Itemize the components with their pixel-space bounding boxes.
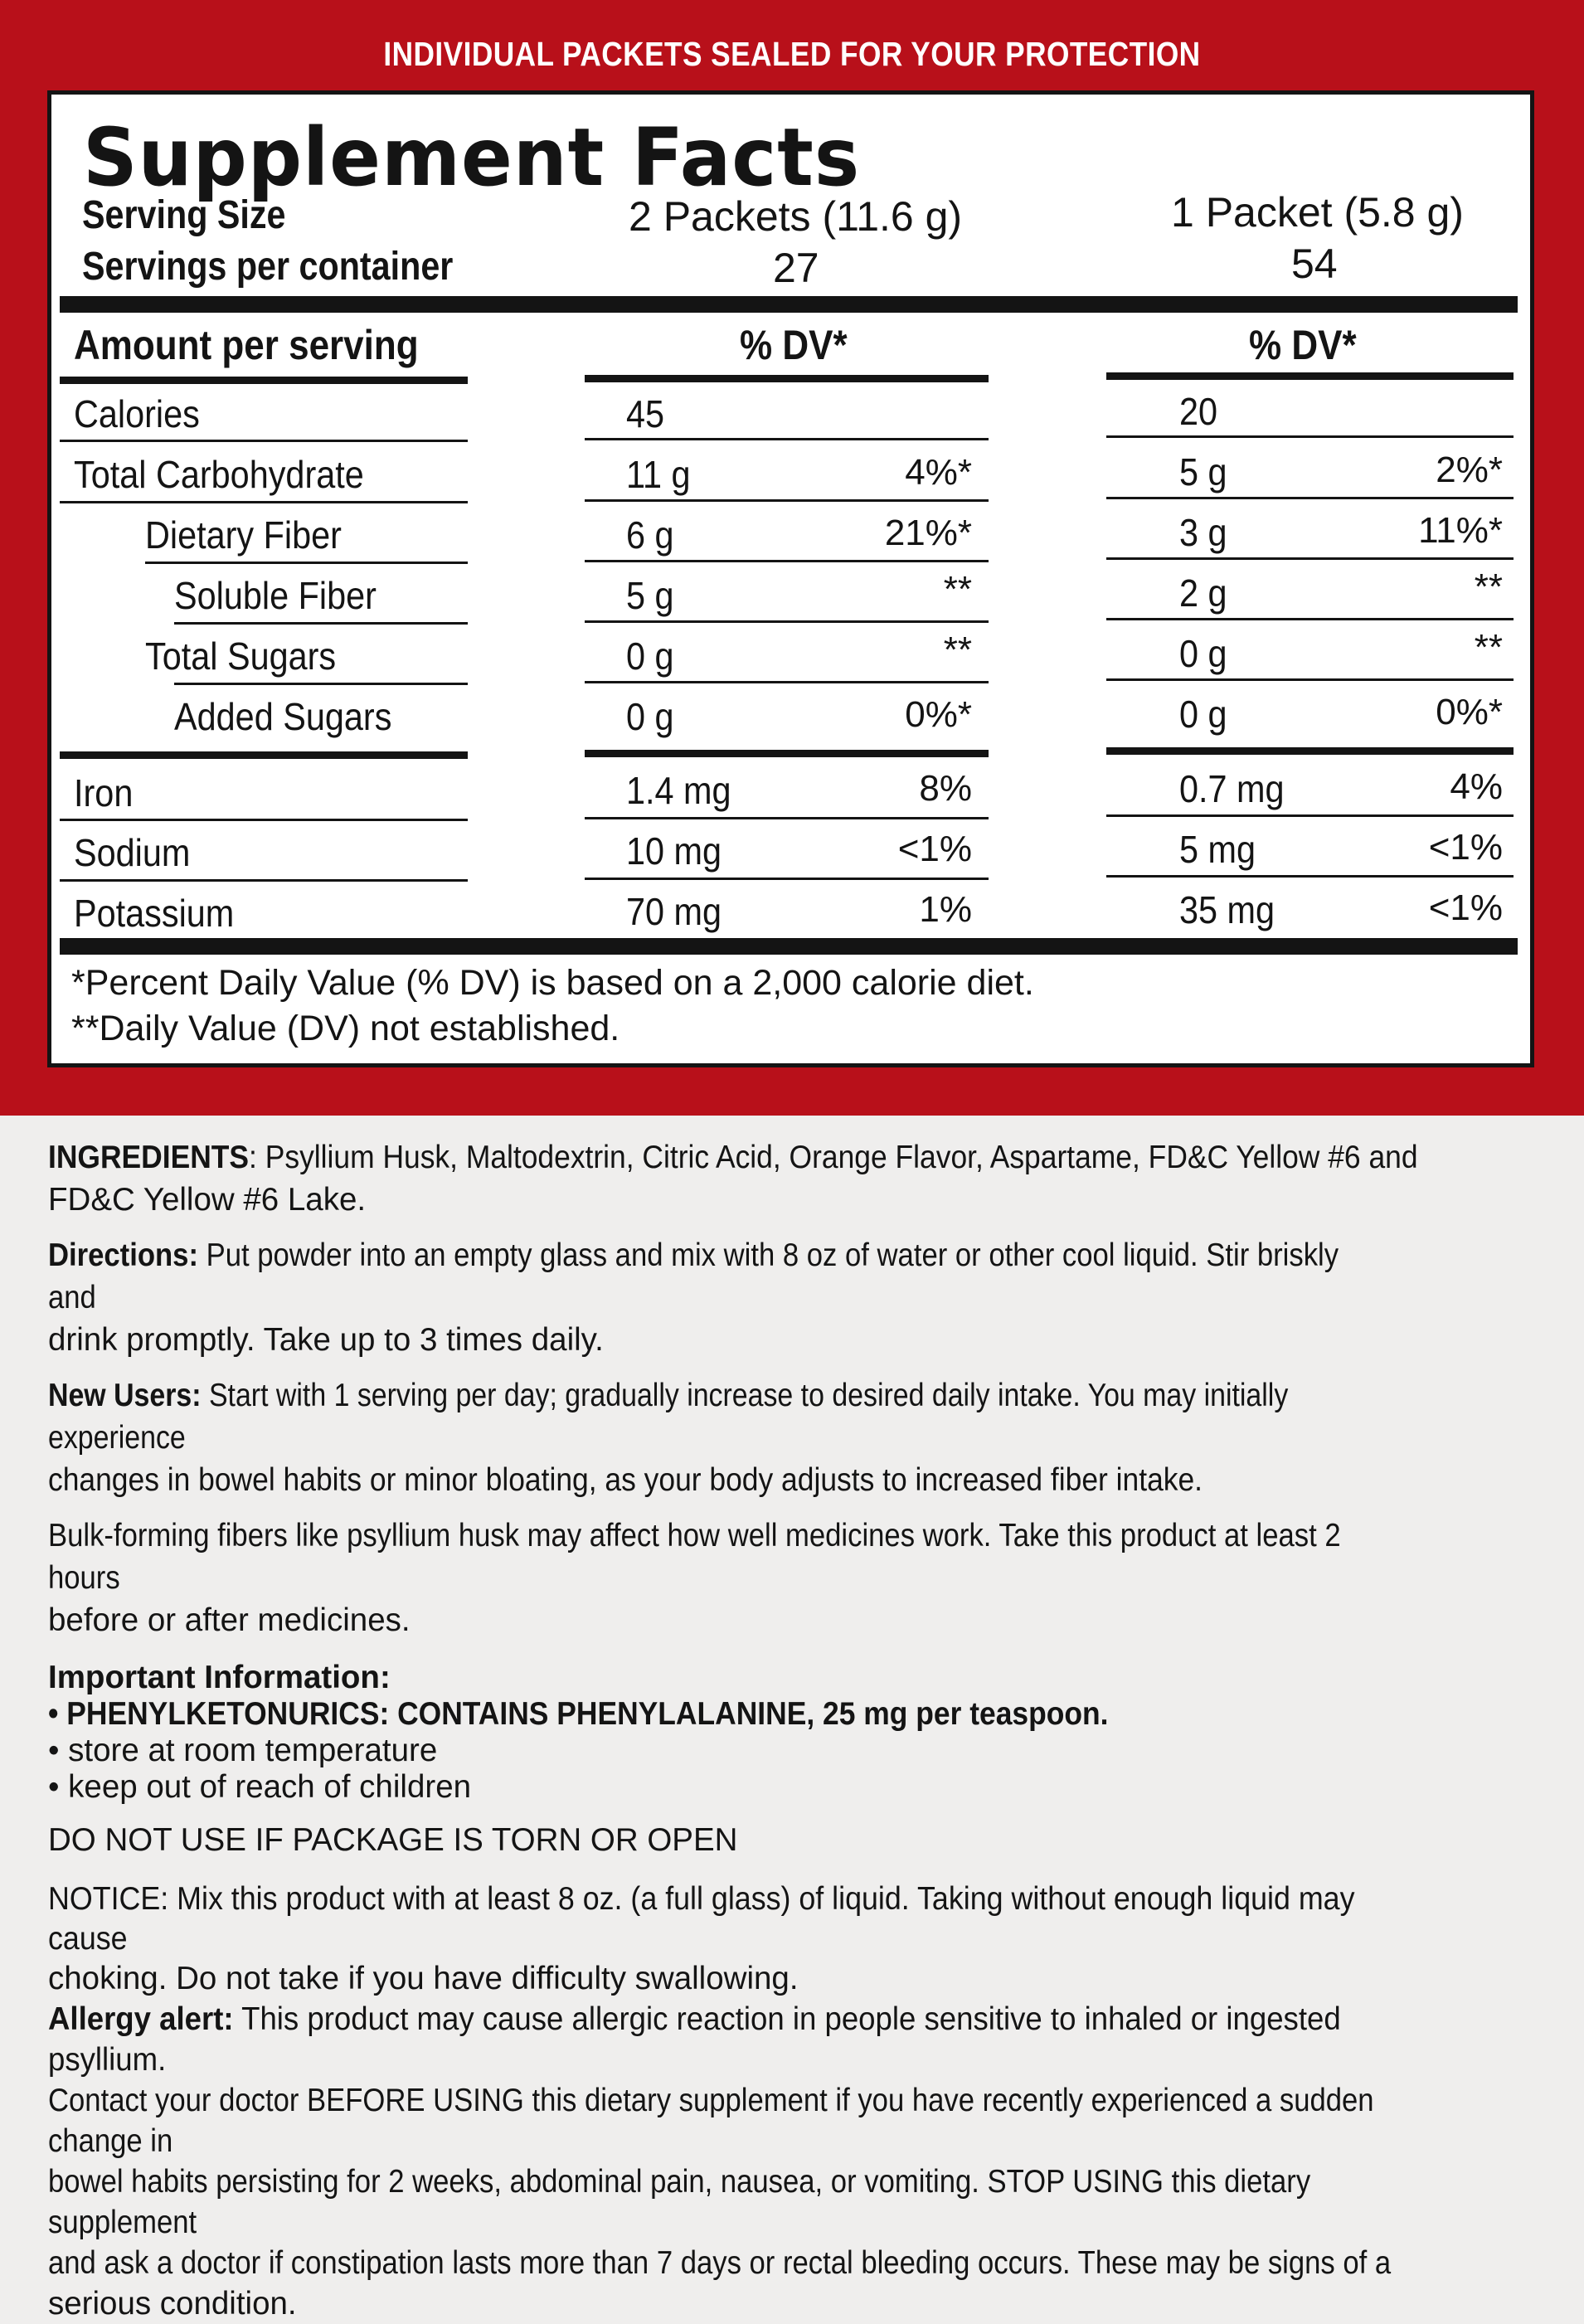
allergy-alert-text-4: and ask a doctor if constipation lasts more than 7 days or rectal bleeding occurs. These may be signs of a [48, 2245, 1392, 2281]
dv-b: <1% [1428, 827, 1503, 868]
amount-a: 11 g [626, 453, 691, 496]
serving-size-label: Serving Size [82, 193, 286, 237]
protection-banner: INDIVIDUAL PACKETS SEALED FOR YOUR PROTECTION [383, 35, 1201, 73]
amount-b: 0 g [1179, 693, 1227, 736]
row-divider [174, 622, 468, 625]
row-divider [585, 560, 989, 562]
thick-divider [60, 938, 1518, 955]
dv-a: ** [943, 569, 972, 610]
dv-b: 11%* [1418, 510, 1503, 551]
amount-b: 0 g [1179, 632, 1227, 675]
nutrient-name: Calories [74, 392, 200, 435]
amount-b: 3 g [1179, 511, 1227, 554]
amount-b: 20 [1179, 390, 1218, 433]
directions-text: Put powder into an empty glass and mix with 8 oz of water or other cool liquid. Stir briskly and [48, 1237, 1339, 1315]
directions-section [48, 1234, 1541, 1361]
amount-a: 0 g [626, 634, 674, 678]
bulk-fiber-section [48, 1514, 1541, 1641]
allergy-alert-section [48, 1999, 1541, 2324]
nutrient-name: Added Sugars [174, 695, 392, 738]
ingredients-text: : Psyllium Husk, Maltodextrin, Citric Acid, Orange Flavor, Aspartame, FD&C Yellow #6 and [249, 1140, 1418, 1175]
bulk-fiber-text: Bulk-forming fibers like psyllium husk may affect how well medicines work. Take this product at least 2 hours [48, 1518, 1341, 1596]
nutrient-name: Total Carbohydrate [74, 453, 364, 496]
row-divider [1106, 814, 1514, 817]
amount-a: 70 mg [626, 890, 722, 933]
nutrient-name: Iron [74, 771, 134, 814]
new-users-text: Start with 1 serving per day; gradually increase to desired daily intake. You may initially experience [48, 1378, 1289, 1456]
dv-b: 2%* [1436, 450, 1503, 490]
dv-header-b: % DV* [1249, 322, 1357, 368]
bulk-fiber-text-2: before or after medicines. [48, 1602, 411, 1638]
allergy-alert-text: This product may cause allergic reaction in people sensitive to inhaled or ingested psyllium. [48, 2001, 1341, 2078]
nutrient-name: Soluble Fiber [174, 574, 377, 617]
allergy-alert-text-2: Contact your doctor BEFORE USING this dietary supplement if you have recently experienced a sudden change in [48, 2083, 1374, 2159]
directions-text-2: drink promptly. Take up to 3 times daily. [48, 1322, 604, 1358]
row-divider [585, 499, 989, 502]
dv-b: ** [1474, 627, 1503, 668]
section-rule-b [1106, 372, 1514, 380]
dv-a: ** [943, 630, 972, 670]
row-divider [1106, 557, 1514, 560]
notice-text: NOTICE: Mix this product with at least 8 oz. (a full glass) of liquid. Taking without enough liquid may cause [48, 1881, 1355, 1957]
dv-b: <1% [1428, 887, 1503, 928]
amount-a: 6 g [626, 513, 674, 557]
row-divider [145, 562, 468, 564]
row-divider [60, 819, 468, 821]
thick-divider [60, 296, 1518, 313]
amount-b: 5 g [1179, 450, 1227, 493]
footnote-daily-value: *Percent Daily Value (% DV) is based on a 2,000 calorie diet. [71, 963, 1034, 1003]
amount-b: 2 g [1179, 571, 1227, 615]
footnote-not-established: **Daily Value (DV) not established. [71, 1009, 620, 1048]
serving-size-b: 1 Packet (5.8 g) [1171, 189, 1464, 236]
dv-b: ** [1474, 566, 1503, 607]
row-divider [585, 878, 989, 880]
new-users-text-2: changes in bowel habits or minor bloating, as your body adjusts to increased fiber intake. [48, 1462, 1203, 1498]
facts-title: Supplement Facts [83, 111, 861, 204]
row-divider [1106, 678, 1514, 681]
section-rule-b [1106, 747, 1514, 755]
do-not-use-warning: DO NOT USE IF PACKAGE IS TORN OR OPEN [48, 1822, 738, 1858]
new-users-section [48, 1374, 1541, 1501]
section-rule-name [60, 377, 468, 384]
amount-a: 10 mg [626, 829, 722, 873]
serving-size-a: 2 Packets (11.6 g) [629, 193, 963, 240]
dv-a: <1% [897, 829, 972, 869]
notice-text-2: choking. Do not take if you have difficulty swallowing. [48, 1961, 799, 1996]
amount-a: 45 [626, 392, 665, 435]
row-divider [60, 440, 468, 442]
amount-b: 5 mg [1179, 828, 1256, 871]
label-information [48, 1136, 1541, 2324]
allergy-alert-label: Allergy alert: [48, 2001, 234, 2037]
nutrient-name: Dietary Fiber [145, 513, 342, 557]
row-divider [1106, 497, 1514, 499]
phenylketonurics-warning: • PHENYLKETONURICS: CONTAINS PHENYLALANINE, 25 mg per teaspoon. [48, 1696, 1109, 1732]
allergy-alert-text-3: bowel habits persisting for 2 weeks, abdominal pain, nausea, or vomiting. STOP USING this dietary supplement [48, 2164, 1311, 2240]
supplement-facts-panel [47, 90, 1534, 1067]
amount-a: 5 g [626, 574, 674, 617]
section-rule-a [585, 375, 989, 382]
dv-b: 0%* [1436, 692, 1503, 732]
row-divider [585, 438, 989, 440]
servings-b: 54 [1291, 241, 1338, 287]
amount-a: 0 g [626, 695, 674, 738]
row-divider [174, 683, 468, 685]
servings-per-container-label: Servings per container [82, 245, 454, 289]
dv-a: 4%* [905, 452, 972, 493]
ingredients-section [48, 1136, 1541, 1221]
amount-b: 35 mg [1179, 888, 1275, 931]
row-divider [585, 817, 989, 819]
section-rule-a [585, 750, 989, 757]
notice-section [48, 1879, 1541, 1999]
children-bullet: • keep out of reach of children [48, 1769, 472, 1805]
servings-a: 27 [773, 245, 819, 291]
dv-header-a: % DV* [740, 322, 848, 368]
nutrient-name: Potassium [74, 892, 235, 935]
directions-label: Directions: [48, 1237, 198, 1273]
storage-bullet: • store at room temperature [48, 1733, 438, 1768]
dv-a: 8% [919, 768, 972, 809]
row-divider [1106, 875, 1514, 878]
dv-a: 21%* [884, 513, 972, 553]
nutrient-name: Total Sugars [145, 634, 337, 678]
amount-b: 0.7 mg [1179, 767, 1285, 810]
row-divider [60, 879, 468, 882]
section-rule-name [60, 751, 468, 759]
ingredients-text-2: FD&C Yellow #6 Lake. [48, 1182, 367, 1218]
dv-b: 4% [1450, 766, 1503, 807]
ingredients-label: INGREDIENTS [48, 1140, 250, 1175]
allergy-alert-text-5: serious condition. [48, 2286, 297, 2322]
dv-a: 0%* [905, 694, 972, 735]
important-information-section [48, 1660, 1541, 1806]
amount-per-serving-label: Amount per serving [74, 322, 419, 368]
row-divider [585, 620, 989, 623]
row-divider [585, 681, 989, 683]
important-information-label: Important Information: [48, 1660, 391, 1695]
row-divider [1106, 618, 1514, 620]
row-divider [60, 501, 468, 503]
row-divider [1106, 435, 1514, 438]
amount-a: 1.4 mg [626, 769, 731, 812]
dv-a: 1% [919, 889, 972, 930]
nutrient-name: Sodium [74, 831, 191, 874]
new-users-label: New Users: [48, 1378, 202, 1413]
